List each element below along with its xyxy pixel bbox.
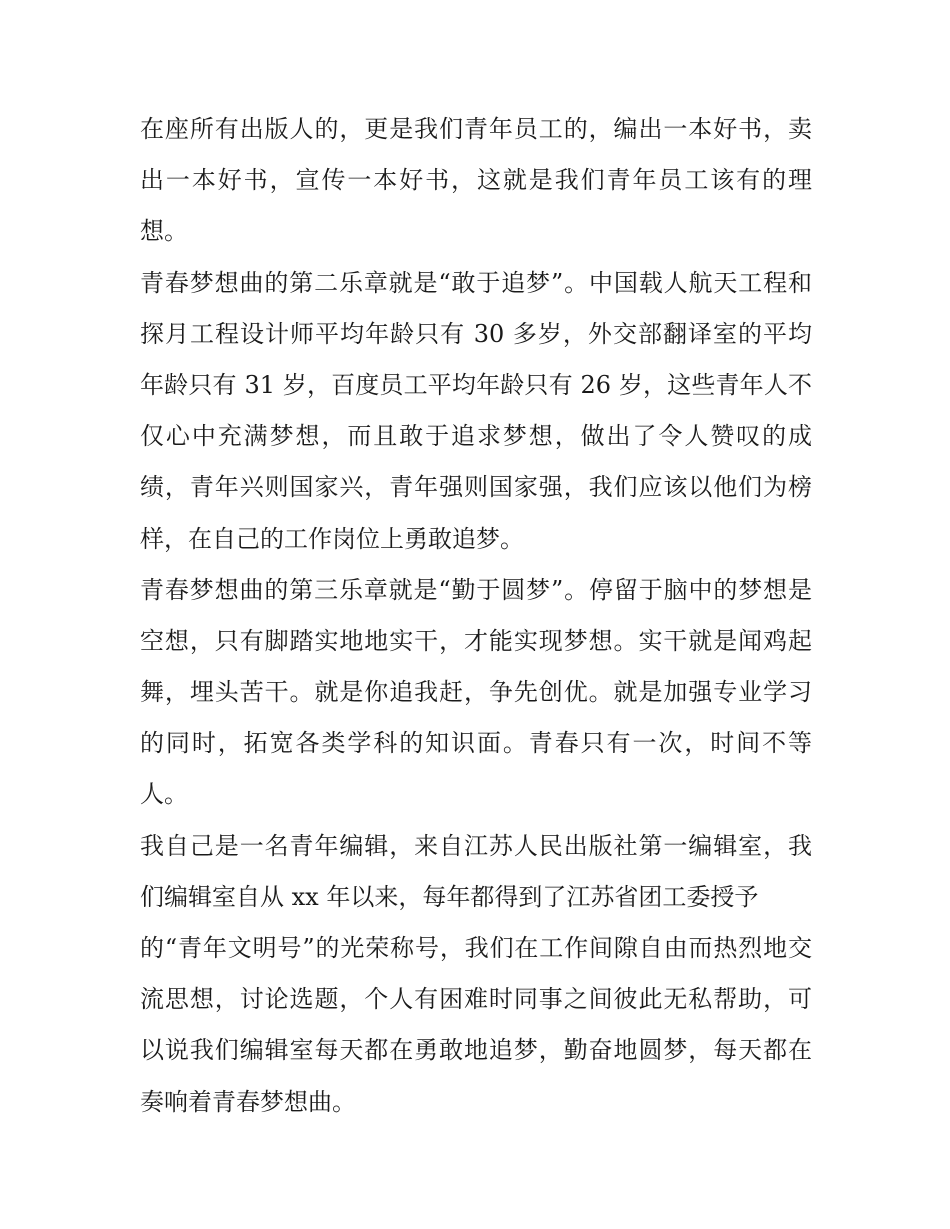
text-line: 们编辑室自从 xx 年以来，每年都得到了江苏省团工委授予 (140, 882, 759, 911)
text-line: 青春梦想曲的第二乐章就是“敢于追梦”。中国载人航天工程和 (140, 268, 812, 297)
text-line: 出一本好书，宣传一本好书，这就是我们青年员工该有的理 (140, 166, 812, 195)
text-line: 在座所有出版人的，更是我们青年员工的，编出一本好书，卖 (140, 115, 812, 143)
body-text (140, 104, 812, 1128)
text-line: 以说我们编辑室每天都在勇敢地追梦，勤奋地圆梦，每天都在 (140, 1036, 812, 1065)
text-line: 的同时，拓宽各类学科的知识面。青春只有一次，时间不等 (140, 729, 812, 758)
text-line: 空想，只有脚踏实地地实干，才能实现梦想。实干就是闻鸡起 (140, 626, 812, 655)
text-line: 奏响着青春梦想曲。 (140, 1087, 356, 1116)
text-line: 的“青年文明号”的光荣称号，我们在工作间隙自由而热烈地交 (140, 934, 812, 962)
text-line: 仅心中充满梦想，而且敢于追求梦想，做出了令人赞叹的成 (140, 422, 812, 451)
text-line: 绩，青年兴则国家兴，青年强则国家强，我们应该以他们为榜 (140, 473, 812, 502)
text-line: 样，在自己的工作岗位上勇敢追梦。 (140, 524, 524, 553)
text-line: 探月工程设计师平均年龄只有 30 多岁，外交部翻译室的平均 (140, 319, 812, 348)
text-line: 年龄只有 31 岁，百度员工平均年龄只有 26 岁，这些青年人不 (140, 370, 812, 399)
text-line: 青春梦想曲的第三乐章就是“勤于圆梦”。停留于脑中的梦想是 (140, 575, 812, 604)
text-line: 舞，埋头苦干。就是你追我赶，争先创优。就是加强专业学习 (140, 678, 812, 707)
text-line: 流思想，讨论选题，个人有困难时同事之间彼此无私帮助，可 (140, 985, 812, 1014)
text-line: 我自己是一名青年编辑，来自江苏人民出版社第一编辑室，我 (140, 831, 812, 860)
text-line: 想。 (140, 217, 188, 246)
text-line: 人。 (140, 780, 188, 809)
